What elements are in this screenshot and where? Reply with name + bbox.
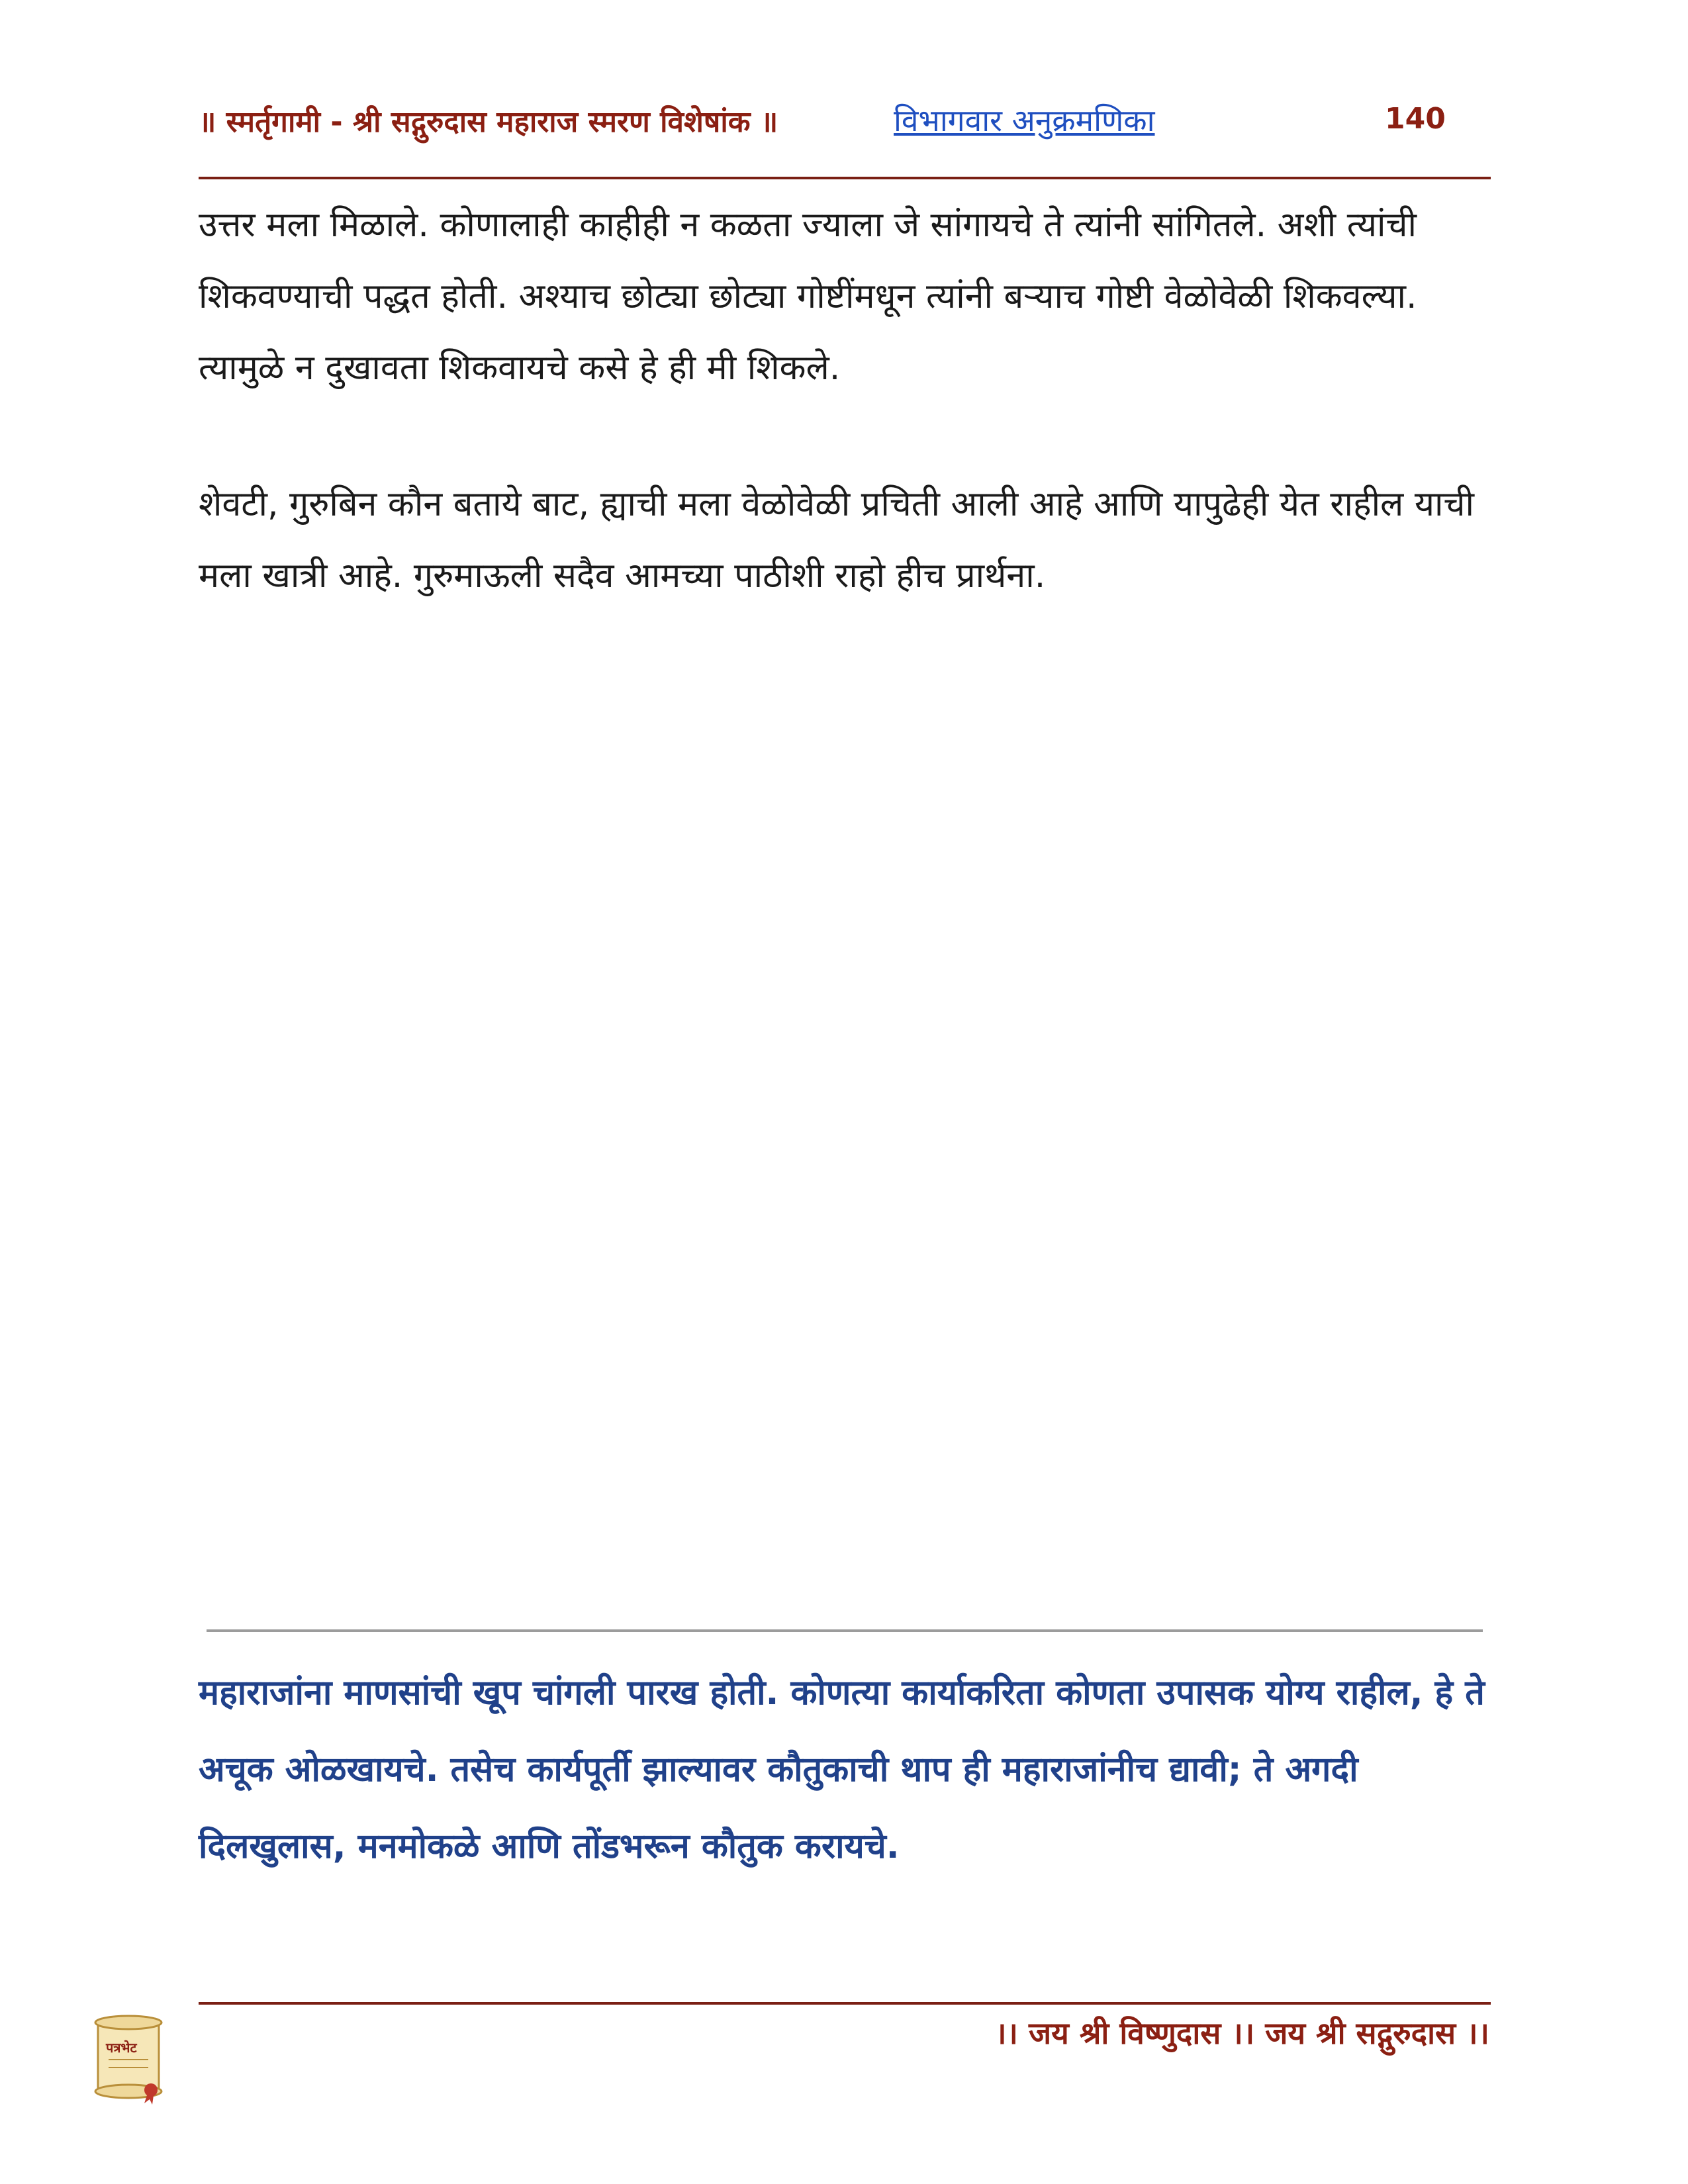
- footer-salutation: ।। जय श्री विष्णुदास ।। जय श्री सद्गुरुदास ।।: [995, 2015, 1489, 2051]
- header-divider: [199, 177, 1491, 179]
- quote-divider: [207, 1629, 1483, 1632]
- body-paragraph: उत्तर मला मिळाले. कोणालाही काहीही न कळता ज्याला जे सांगायचे ते त्यांनी सांगितले. अशी त्यांची शिकवण्याची पद्धत होती. अश्याच छोट्या छोट्या गोष्टींमधून त्यांनी बऱ्याच गोष्टी वेळोवेळी शिकवल्या. त्यामुळे न दुखावता शिकवायचे कसे हे ही मी शिकले.: [199, 205, 1417, 388]
- publication-title: ॥ स्मर्तृगामी - श्री सद्गुरुदास महाराज स्मरण विशेषांक ॥: [199, 105, 778, 139]
- logo-text: पत्रभेट: [106, 2040, 137, 2056]
- index-link[interactable]: विभागवार अनुक्रमणिका: [894, 103, 1155, 138]
- footer-divider: [199, 2002, 1491, 2005]
- page-number: 140: [1385, 102, 1446, 136]
- body-paragraph: शेवटी, गुरुबिन कौन बताये बाट, ह्याची मला वेळोवेळी प्रचिती आली आहे आणि यापुढेही येत राहील याची मला खात्री आहे. गुरुमाऊली सदैव आमच्या पाठीशी राहो हीच प्रार्थना.: [199, 484, 1474, 596]
- scroll-icon: [86, 2012, 172, 2105]
- highlight-quote: महाराजांना माणसांची खूप चांगली पारख होती. कोणत्या कार्याकरिता कोणता उपासक योग्य राहील, हे ते अचूक ओळखायचे. तसेच कार्यपूर्ती झाल्यावर कौतुकाची थाप ही महाराजांनीच द्यावी; ते अगदी दिलखुलास, मनमोकळे आणि तोंडभरून कौतुक करायचे.: [199, 1673, 1485, 1866]
